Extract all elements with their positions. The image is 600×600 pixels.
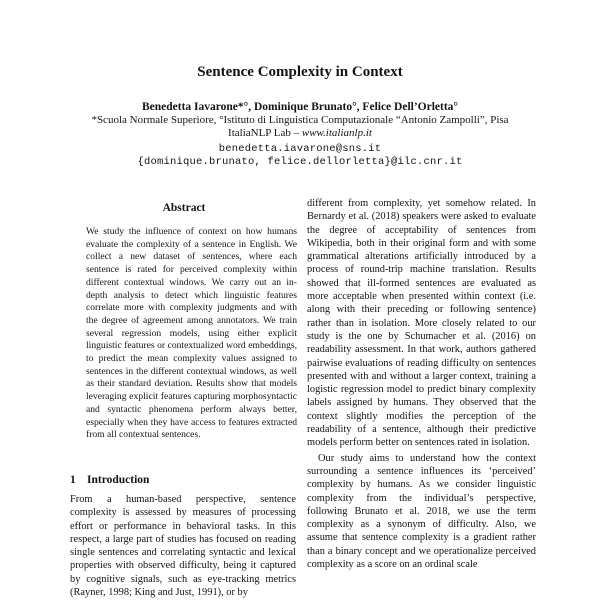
lab-name: ItaliaNLP Lab –	[228, 127, 302, 139]
abstract-body: We study the influence of context on how humans evaluate the complexity of a sentence in English. We collect a new dataset of sentences, where each sentence is rated for perceived complexity within different contextual windows. We carry out an in-depth analysis to detect which linguistic features correlate more with complexity judgments and with the degree of agreement among annotators. We train several regression models, using either explicit linguistic features or contextualized word embeddings, to predict the mean complexity values assigned to sentences in the different contextual windows, as well as their standard deviation. Results show that models leveraging explicit features capturing morphosyntactic and syntactic phenomena perform always better, especially when they have access to features extracted from all contextual sentences.	[86, 226, 297, 441]
lab-line	[0, 127, 600, 139]
email-primary: benedetta.iavarone@sns.it	[218, 143, 382, 155]
right-column	[307, 197, 536, 571]
paper-title: Sentence Complexity in Context	[197, 64, 403, 80]
lab-url-link[interactable]: www.italianlp.it	[301, 127, 372, 139]
email-group: {dominique.brunato, felice.dellorletta}@ilc.cnr.it	[137, 156, 463, 168]
section-heading-introduction	[70, 474, 298, 486]
right-column-paragraph-1: different from complexity, yet somehow related. In Bernardy et al. (2018) speakers were asked to evaluate the degree of acceptability of sentences from Wikipedia, both in their original form and with some grammatical alterations artificially introduced by a process of round-trip machine translation. Results showed that ill-formed sentences are evaluated as more acceptable when presented within context (i.e. along with their preceding or following sentence) rather than in isolation. More closely related to our study is the one by Schumacher et al. (2016) on readability assessment. In that work, authors gathered pairwise evaluations of reading difficulty on sentences presented with and without a larger context, training a logistic regression model to predict binary complexity labels assigned by humans. They observed that the context slightly modifies the perception of the readability of a sentence, although their predictive models perform better on sentences rated in isolation.	[307, 198, 536, 449]
right-column-paragraph-2: Our study aims to understand how the context surrounding a sentence influences its ‘perceived’ complexity by humans. As we consider linguistic complexity from the individual’s perspective, following Brunato et al. 2018, we use the term complexity as a synonym of difficulty. Also, we assume that sentence complexity is a gradient rather than a binary concept and we operationalize perceived complexity as a score on an ordinal scale	[307, 452, 536, 571]
section-title: Introduction	[87, 474, 150, 486]
authors-line: Benedetta Iavarone*°, Dominique Brunato°, Felice Dell’Orletta°	[141, 101, 459, 113]
abstract-heading: Abstract	[162, 202, 206, 214]
paper-header	[0, 64, 600, 169]
introduction-paragraph: From a human-based perspective, sentence complexity is assessed by measures of processing effort or performance in behavioral tasks. In this respect, a large part of studies has focused on reading single sentences and correlating syntactic and lexical properties with observed difficulty, being it captured by cognitive signals, such as eye-tracking metrics (Rayner, 1998; King and Just, 1991), or by	[70, 494, 296, 599]
section-number: 1	[70, 474, 76, 486]
affiliation-line: *Scuola Normale Superiore, °Istituto di Linguistica Computazionale “Antonio Zampolli”, Pisa	[91, 114, 509, 126]
